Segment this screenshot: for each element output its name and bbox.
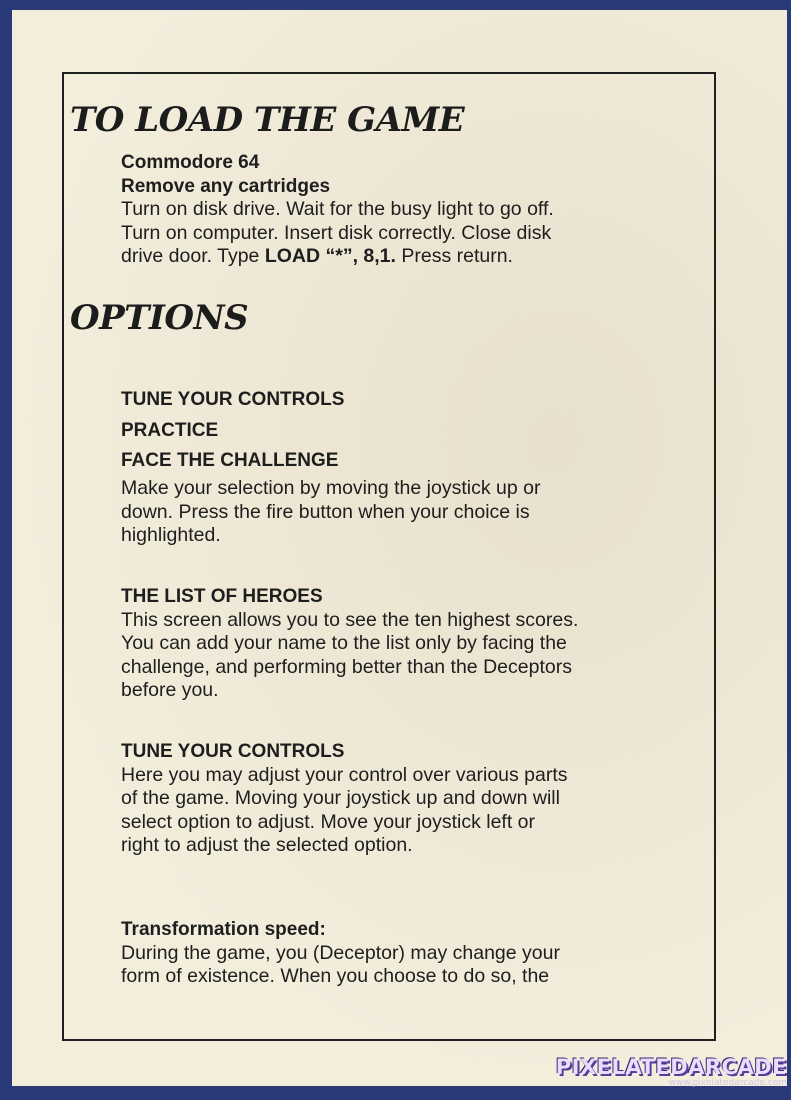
load-line-2: Turn on computer. Insert disk correctly. Close disk	[121, 221, 552, 244]
load-heading: TO LOAD THE GAME	[70, 100, 465, 140]
platform-label: Commodore 64	[121, 152, 260, 173]
watermark-url: www.pixelatedarcade.com	[668, 1078, 787, 1088]
menu-item-practice: PRACTICE	[121, 419, 219, 441]
watermark	[556, 1055, 787, 1088]
menu-text-line: highlighted.	[121, 524, 221, 546]
speed-text-line: During the game, you (Deceptor) may change your	[121, 941, 560, 964]
tune-text-line: of the game. Moving your joystick up and down will	[121, 787, 560, 809]
heroes-text-line: You can add your name to the list only by facing the	[121, 632, 567, 654]
load-command: LOAD “*”, 8,1.	[264, 245, 396, 267]
menu-item-tune: TUNE YOUR CONTROLS	[121, 389, 345, 410]
speed-text-line: form of existence. When you choose to do so, the	[121, 965, 550, 987]
tune-title: TUNE YOUR CONTROLS	[121, 741, 345, 762]
menu-item-challenge: FACE THE CHALLENGE	[121, 450, 339, 471]
options-heading: OPTIONS	[70, 298, 249, 338]
heroes-text-line: This screen allows you to see the ten highest scores.	[121, 608, 579, 631]
menu-text-line: down. Press the fire button when your choice is	[121, 500, 530, 523]
load-line-3	[121, 245, 691, 269]
tune-text-line: Here you may adjust your control over various parts	[121, 763, 568, 786]
menu-description	[121, 477, 691, 548]
heroes-section	[121, 585, 691, 703]
heroes-text-line: before you.	[121, 679, 219, 701]
menu-text-line: Make your selection by moving the joystick up or	[121, 477, 541, 499]
heroes-text-line: challenge, and performing better than the Deceptors	[121, 655, 572, 678]
tune-text-line: select option to adjust. Move your joystick left or	[121, 810, 536, 833]
load-line-3-pre: drive door. Type	[121, 245, 265, 267]
load-line-3-post: Press return.	[395, 245, 513, 267]
heroes-title: THE LIST OF HEROES	[121, 586, 323, 607]
tune-text-line: right to adjust the selected option.	[121, 834, 413, 856]
remove-cartridges-label: Remove any cartridges	[121, 175, 331, 197]
watermark-brand: PIXELATEDARCADE	[555, 1055, 787, 1079]
tune-section	[121, 740, 691, 858]
load-instructions	[121, 151, 691, 269]
options-menu	[121, 385, 691, 477]
load-line-1: Turn on disk drive. Wait for the busy light to go off.	[121, 198, 554, 220]
speed-title: Transformation speed:	[121, 919, 326, 940]
speed-section	[121, 918, 691, 989]
